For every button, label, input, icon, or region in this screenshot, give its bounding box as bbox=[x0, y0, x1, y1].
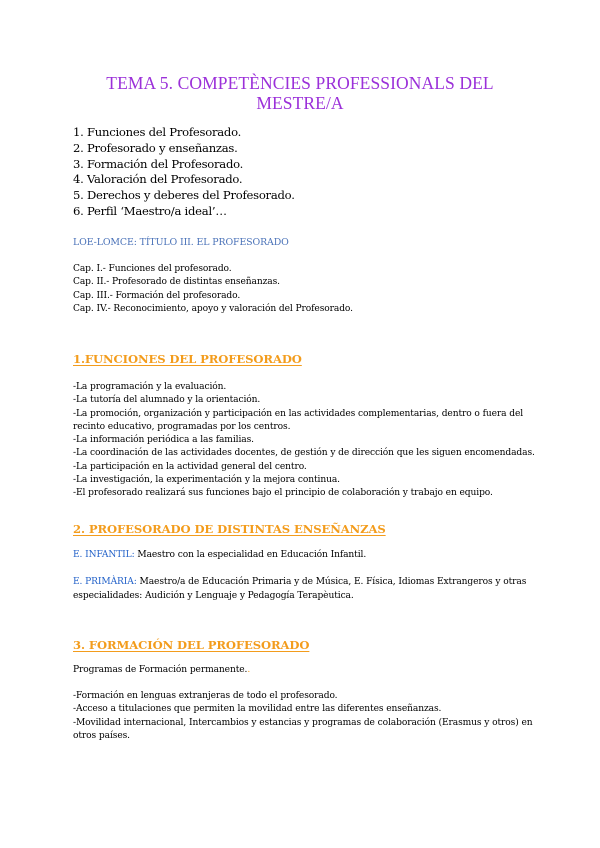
list-item: -El profesorado realizará sus funciones bajo el principio de colaboración y trabajo en equipo. bbox=[73, 488, 493, 499]
infantil-paragraph bbox=[73, 550, 533, 560]
primaria-text: Maestro/a de Educación Primaria y de Música, E. Física, Idiomas Extrangeros y otras bbox=[136, 577, 527, 587]
primaria-line-2: especialidades: Audición y Lenguaje y Pedagogía Terapèutica. bbox=[73, 591, 354, 602]
list-item: -Formación en lenguas extranjeras de todo el profesorado. bbox=[73, 691, 338, 701]
formacion-intro-text: Programas de Formación permanente. bbox=[73, 665, 248, 675]
list-item: recinto educativo, programadas por los centros. bbox=[73, 421, 291, 432]
list-item: -La promoción, organización y participación en las actividades complementarias, dentro o fuera del bbox=[73, 408, 524, 419]
section-heading-formacion: 3. FORMACIÓN DEL PROFESORADO bbox=[73, 638, 310, 652]
formacion-intro bbox=[73, 665, 533, 675]
list-item: -La tutoría del alumnado y la orientación. bbox=[73, 395, 261, 406]
chapter-item: Cap. II.- Profesorado de distintas enseñanzas. bbox=[73, 277, 280, 288]
formacion-intro-mark: . bbox=[247, 665, 251, 675]
formacion-list bbox=[73, 690, 533, 744]
toc-item: 6. Perfil ‘Maestro/a ideal’… bbox=[73, 203, 227, 218]
primaria-paragraph bbox=[73, 575, 533, 603]
primaria-label: E. PRIMÀRIA: bbox=[73, 577, 137, 587]
loe-heading: LOE-LOMCE: TÍTULO III. EL PROFESORADO bbox=[73, 237, 289, 248]
chapter-list bbox=[73, 263, 533, 317]
chapter-item: Cap. I.- Funciones del profesorado. bbox=[73, 264, 232, 274]
title-line-1: TEMA 5. COMPETÈNCIES PROFESSIONALS DEL bbox=[106, 73, 494, 93]
list-item: -La participación en la actividad general del centro. bbox=[73, 461, 307, 472]
list-item: otros países. bbox=[73, 731, 130, 742]
section-heading-ensenanzas: 2. PROFESORADO DE DISTINTAS ENSEÑANZAS bbox=[73, 522, 386, 536]
title-line-2: MESTRE/A bbox=[256, 93, 344, 113]
section-heading-funciones: 1.FUNCIONES DEL PROFESORADO bbox=[73, 352, 302, 366]
list-item: -La investigación, la experimentación y la mejora continua. bbox=[73, 475, 340, 486]
chapter-item: Cap. III.- Formación del profesorado. bbox=[73, 290, 241, 301]
toc-item: 2. Profesorado y enseñanzas. bbox=[73, 140, 238, 155]
toc-item: 3. Formación del Profesorado. bbox=[73, 156, 244, 171]
list-item: -Movilidad internacional, Intercambios y estancias y programas de colaboración (Erasmus y otros) en bbox=[73, 717, 533, 728]
funciones-list bbox=[73, 381, 533, 501]
list-item: -La información periódica a las familias. bbox=[73, 435, 254, 446]
list-item: -La programación y la evaluación. bbox=[73, 382, 227, 392]
page-title bbox=[40, 73, 560, 113]
infantil-label: E. INFANTIL: bbox=[73, 550, 135, 560]
list-item: -Acceso a titulaciones que permiten la movilidad entre las diferentes enseñanzas. bbox=[73, 704, 442, 715]
toc-item: 4. Valoración del Profesorado. bbox=[73, 172, 243, 187]
table-of-contents bbox=[73, 125, 295, 220]
toc-item: 5. Derechos y deberes del Profesorado. bbox=[73, 188, 295, 203]
toc-item: 1. Funciones del Profesorado. bbox=[73, 125, 242, 139]
chapter-item: Cap. IV.- Reconocimiento, apoyo y valoración del Profesorado. bbox=[73, 304, 353, 315]
infantil-text: Maestro con la especialidad en Educación Infantil. bbox=[134, 550, 367, 560]
primaria-line-1 bbox=[73, 575, 533, 589]
list-item: -La coordinación de las actividades docentes, de gestión y de dirección que les siguen encomendadas. bbox=[73, 448, 535, 459]
